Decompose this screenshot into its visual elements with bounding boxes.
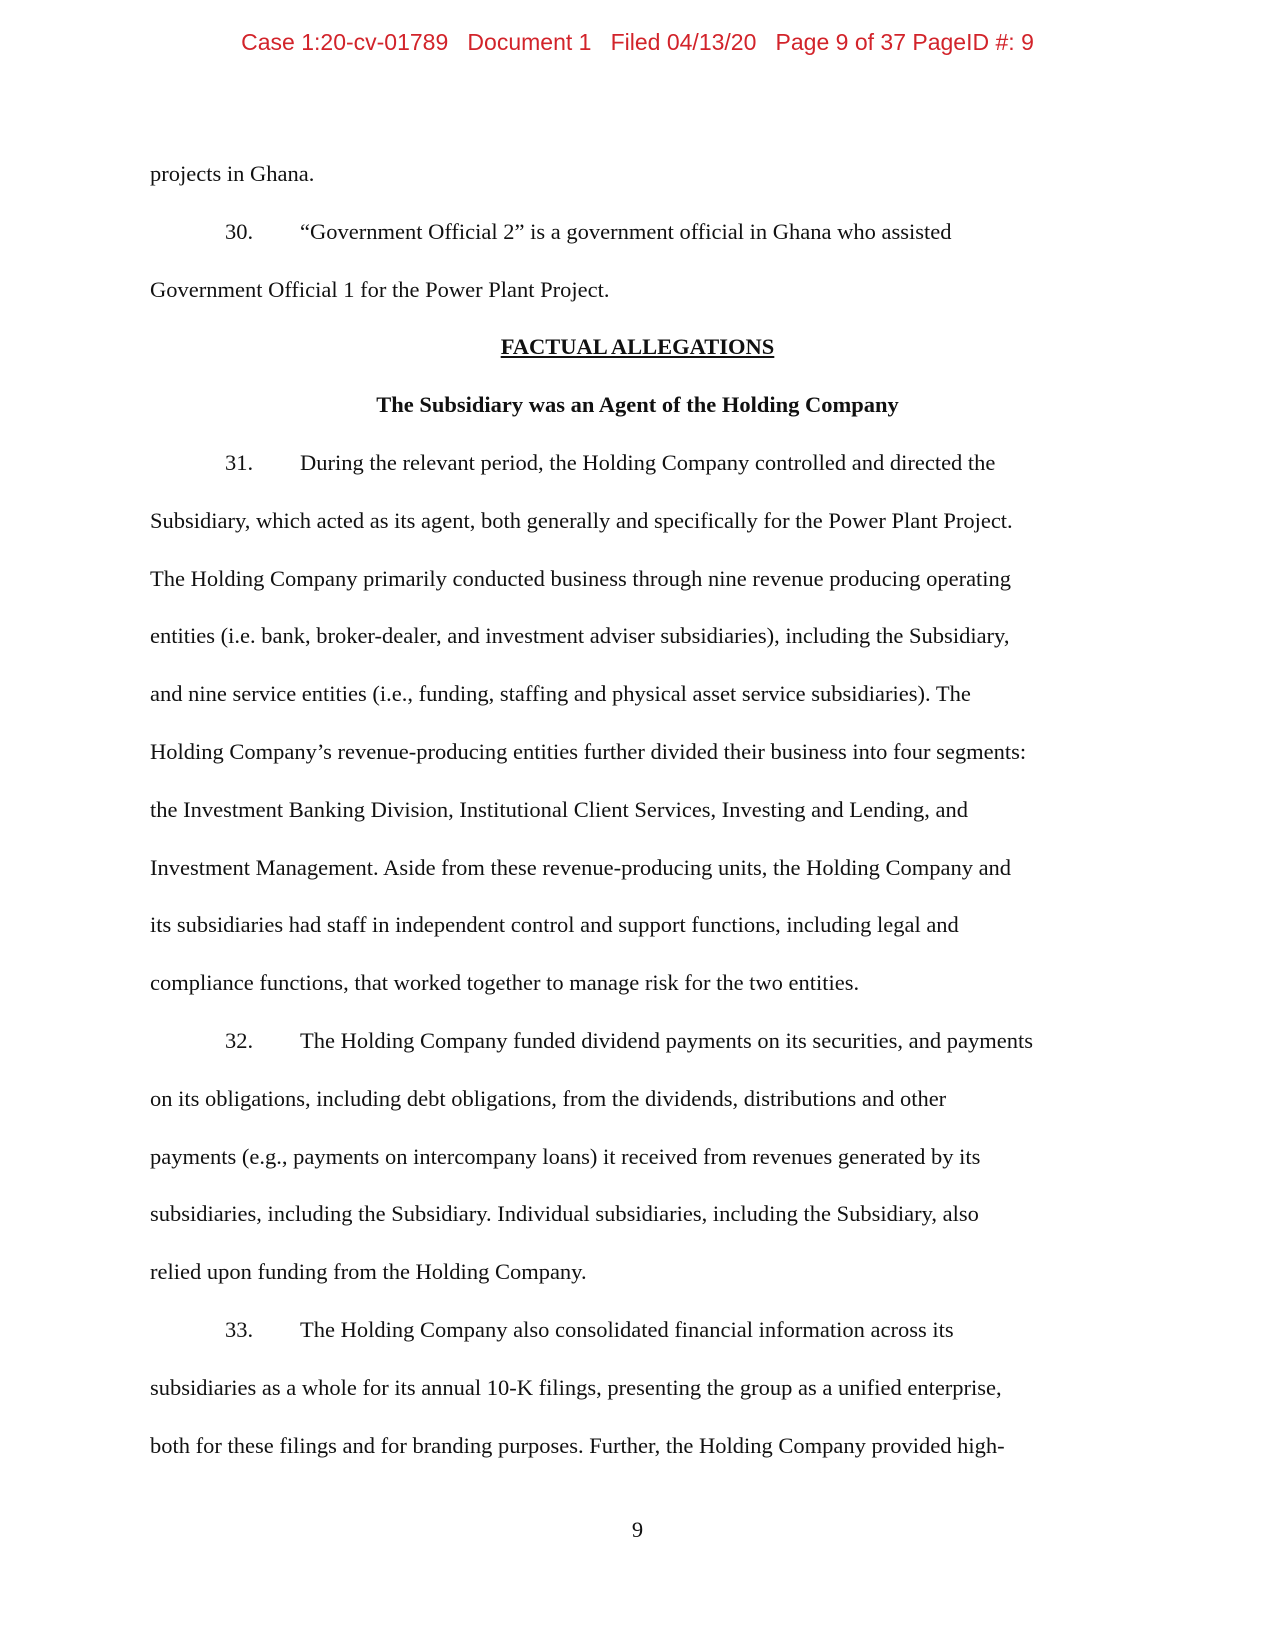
text-line: subsidiaries as a whole for its annual 10-K filings, presenting the group as a unified enterprise, xyxy=(150,1374,1002,1400)
text-line: its subsidiaries had staff in independent control and support functions, including legal and xyxy=(150,912,959,938)
paragraph-number: 33. xyxy=(225,1316,254,1342)
page-number: 9 xyxy=(631,1517,644,1542)
paragraph-30-first-line xyxy=(150,203,1125,261)
text-line: Investment Management. Aside from these revenue-producing units, the Holding Company and xyxy=(150,854,1012,880)
text-line: relied upon funding from the Holding Company. xyxy=(150,1259,587,1285)
text-line: The Holding Company primarily conducted business through nine revenue producing operating xyxy=(150,565,1012,591)
text-line: both for these filings and for branding purposes. Further, the Holding Company provided high- xyxy=(150,1432,1005,1458)
text-line: projects in Ghana. xyxy=(150,161,315,186)
document-body xyxy=(150,145,1125,1474)
text-line: and nine service entities (i.e., funding, staffing and physical asset service subsidiaries). The xyxy=(150,681,971,707)
paragraph-number: 30. xyxy=(225,218,254,244)
text-line: During the relevant period, the Holding Company controlled and directed the xyxy=(300,449,996,475)
paragraph-number: 31. xyxy=(225,449,254,475)
text-line: “Government Official 2” is a government official in Ghana who assisted xyxy=(300,218,952,244)
text-line: Holding Company’s revenue-producing entities further divided their business into four segments: xyxy=(150,738,1027,764)
section-heading xyxy=(150,318,1125,376)
paragraph-number: 32. xyxy=(225,1027,254,1053)
text-line: payments (e.g., payments on intercompany loans) it received from revenues generated by its xyxy=(150,1143,981,1169)
text-line: on its obligations, including debt obligations, from the dividends, distributions and other xyxy=(150,1085,947,1111)
section-subheading: The Subsidiary was an Agent of the Holding Company xyxy=(376,392,899,418)
text-line: The Holding Company funded dividend payments on its securities, and payments xyxy=(300,1027,1033,1053)
case-filing-header: Case 1:20-cv-01789 Document 1 Filed 04/13/20 Page 9 of 37 PageID #: 9 xyxy=(241,29,1034,55)
section-heading-text: FACTUAL ALLEGATIONS xyxy=(500,334,775,360)
text-line: entities (i.e. bank, broker-dealer, and investment adviser subsidiaries), including the Subsidiary, xyxy=(150,623,1010,649)
text-line: The Holding Company also consolidated financial information across its xyxy=(300,1316,954,1342)
text-line: the Investment Banking Division, Institutional Client Services, Investing and Lending, and xyxy=(150,796,968,822)
text-line: Government Official 1 for the Power Plant Project. xyxy=(150,276,610,302)
text-line: subsidiaries, including the Subsidiary. Individual subsidiaries, including the Subsidiary, also xyxy=(150,1201,979,1227)
paragraph-33-first-line xyxy=(150,1301,1125,1359)
paragraph-31-first-line xyxy=(150,434,1125,492)
paragraph-32-first-line xyxy=(150,1012,1125,1070)
text-line: compliance functions, that worked together to manage risk for the two entities. xyxy=(150,970,860,996)
text-line: Subsidiary, which acted as its agent, both generally and specifically for the Power Plant Project. xyxy=(150,507,1013,533)
